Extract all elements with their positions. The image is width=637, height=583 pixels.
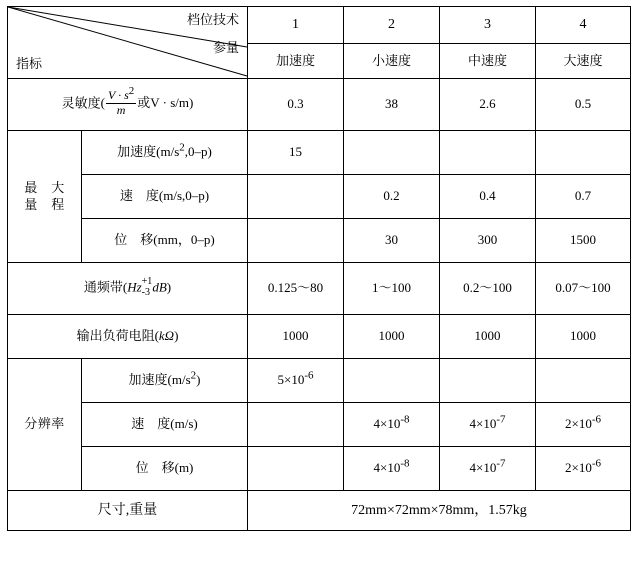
gear-number-2: 2 bbox=[344, 7, 440, 44]
passband-unit-hz: Hz bbox=[127, 279, 142, 295]
row-label-resolution-velocity: 速 度(m/s) bbox=[82, 403, 248, 447]
fraction-numerator: V · s bbox=[107, 88, 129, 103]
cell-maxrange-vel-3: 0.4 bbox=[440, 175, 536, 219]
res-acc-exp: 2 bbox=[190, 370, 197, 383]
table-row bbox=[8, 175, 631, 219]
cell-maxrange-acc-1: 15 bbox=[248, 131, 344, 175]
cell-resolution-vel-3 bbox=[440, 403, 536, 447]
cell-maxrange-disp-3: 300 bbox=[440, 219, 536, 263]
table-row bbox=[8, 447, 631, 491]
cell-maxrange-disp-2: 30 bbox=[344, 219, 440, 263]
cell-maxrange-acc-3 bbox=[440, 131, 536, 175]
passband-tolerance-lower: -3 bbox=[141, 286, 151, 298]
cell-resolution-vel-2 bbox=[344, 403, 440, 447]
specification-table bbox=[7, 6, 631, 531]
cell-size-weight-value: 72mm×72mm×78mm，1.57kg bbox=[248, 491, 631, 531]
gear-number-4: 4 bbox=[536, 7, 631, 44]
value-base: 4×10 bbox=[469, 460, 497, 476]
cell-resolution-acc-3 bbox=[440, 359, 536, 403]
cell-resolution-disp-2 bbox=[344, 447, 440, 491]
cell-sensitivity-3: 2.6 bbox=[440, 79, 536, 131]
row-label-max-range-displacement: 位 移(mm，0–p) bbox=[82, 219, 248, 263]
value-exponent: -8 bbox=[400, 414, 410, 427]
cell-maxrange-disp-4: 1500 bbox=[536, 219, 631, 263]
passband-tail: ) bbox=[166, 279, 172, 295]
cell-resolution-acc-1 bbox=[248, 359, 344, 403]
cell-maxrange-acc-4 bbox=[536, 131, 631, 175]
cell-sensitivity-1: 0.3 bbox=[248, 79, 344, 131]
max-range-acc-text: 加速度(m/s bbox=[117, 144, 180, 160]
cell-outputload-4: 1000 bbox=[536, 315, 631, 359]
value-base: 4×10 bbox=[373, 416, 401, 432]
cell-sensitivity-2: 38 bbox=[344, 79, 440, 131]
row-label-size-weight: 尺寸,重量 bbox=[8, 491, 248, 531]
gear-name-2: 小速度 bbox=[344, 44, 440, 79]
cell-maxrange-vel-1 bbox=[248, 175, 344, 219]
passband-unit-db: dB bbox=[152, 279, 167, 295]
fraction-denominator: m bbox=[116, 103, 126, 117]
sensitivity-label-text: 灵敏度 bbox=[61, 95, 101, 111]
table-header-row-numbers bbox=[8, 7, 631, 44]
cell-resolution-vel-4 bbox=[536, 403, 631, 447]
output-load-unit: kΩ bbox=[158, 328, 175, 344]
cell-passband-2: 1～100 bbox=[344, 263, 440, 315]
value-exponent: -6 bbox=[591, 414, 601, 427]
corner-label-technology: 档位技术 bbox=[186, 12, 239, 27]
value-base: 4×10 bbox=[373, 460, 401, 476]
corner-label-parameter: 参量 bbox=[212, 39, 239, 55]
cell-passband-4: 0.07～100 bbox=[536, 263, 631, 315]
value-base: 2×10 bbox=[564, 416, 592, 432]
table-row bbox=[8, 491, 631, 531]
passband-tolerance bbox=[142, 277, 153, 298]
group-label-max-range bbox=[8, 131, 82, 263]
cell-sensitivity-4: 0.5 bbox=[536, 79, 631, 131]
cell-resolution-vel-1 bbox=[248, 403, 344, 447]
gear-name-1: 加速度 bbox=[248, 44, 344, 79]
output-load-tail: ) bbox=[174, 328, 179, 344]
gear-name-4: 大速度 bbox=[536, 44, 631, 79]
fraction-v-s2-over-m bbox=[106, 85, 136, 118]
table-row bbox=[8, 131, 631, 175]
max-range-acc-tail: ,0–p) bbox=[184, 144, 212, 160]
sensitivity-unit-alt: 或V · s/m bbox=[137, 95, 190, 111]
corner-label-index: 指标 bbox=[16, 55, 43, 71]
row-label-max-range-velocity: 速 度(m/s,0–p) bbox=[82, 175, 248, 219]
row-label-resolution-acceleration bbox=[82, 359, 248, 403]
gear-name-3: 中速度 bbox=[440, 44, 536, 79]
table-row bbox=[8, 263, 631, 315]
cell-maxrange-disp-1 bbox=[248, 219, 344, 263]
table-row bbox=[8, 359, 631, 403]
cell-maxrange-vel-4: 0.7 bbox=[536, 175, 631, 219]
cell-resolution-disp-4 bbox=[536, 447, 631, 491]
row-label-max-range-acceleration bbox=[82, 131, 248, 175]
cell-outputload-1: 1000 bbox=[248, 315, 344, 359]
max-range-acc-exp: 2 bbox=[179, 142, 185, 155]
cell-resolution-acc-4 bbox=[536, 359, 631, 403]
row-label-passband bbox=[8, 263, 248, 315]
value-exponent: -7 bbox=[496, 414, 506, 427]
table-row bbox=[8, 219, 631, 263]
corner-header-cell bbox=[8, 7, 248, 79]
group-label-resolution: 分辨率 bbox=[8, 359, 82, 491]
spec-table-sheet bbox=[0, 6, 637, 583]
gear-number-3: 3 bbox=[440, 7, 536, 44]
value-base: 2×10 bbox=[564, 460, 592, 476]
cell-outputload-3: 1000 bbox=[440, 315, 536, 359]
value-exponent: -6 bbox=[591, 458, 601, 471]
cell-outputload-2: 1000 bbox=[344, 315, 440, 359]
sensitivity-unit: ( $\frac{V \cdot s2}{m}$ 或V · s/m) bbox=[100, 85, 194, 117]
value-exponent: -6 bbox=[304, 370, 314, 383]
value-base: 4×10 bbox=[469, 416, 497, 432]
passband-tolerance-upper: +1 bbox=[141, 276, 153, 287]
cell-resolution-disp-3 bbox=[440, 447, 536, 491]
value-base: 5×10 bbox=[277, 372, 305, 388]
row-label-sensitivity bbox=[8, 79, 248, 131]
group-label-max-range-line1: 最 大 bbox=[24, 180, 65, 196]
gear-number-1: 1 bbox=[248, 7, 344, 44]
group-label-max-range-line2: 量 程 bbox=[24, 196, 65, 212]
cell-passband-1: 0.125～80 bbox=[248, 263, 344, 315]
output-load-text: 输出负荷电阻( bbox=[76, 328, 159, 344]
table-row bbox=[8, 79, 631, 131]
passband-text: 通频带( bbox=[83, 279, 128, 295]
cell-resolution-disp-1 bbox=[248, 447, 344, 491]
table-row bbox=[8, 315, 631, 359]
value-exponent: -8 bbox=[400, 458, 410, 471]
table-row bbox=[8, 403, 631, 447]
cell-maxrange-vel-2: 0.2 bbox=[344, 175, 440, 219]
cell-passband-3: 0.2～100 bbox=[440, 263, 536, 315]
value-exponent: -7 bbox=[496, 458, 506, 471]
row-label-resolution-displacement: 位 移(m) bbox=[82, 447, 248, 491]
fraction-numerator-exp: 2 bbox=[128, 85, 135, 98]
res-acc-text: 加速度(m/s bbox=[128, 372, 191, 388]
cell-resolution-acc-2 bbox=[344, 359, 440, 403]
cell-maxrange-acc-2 bbox=[344, 131, 440, 175]
res-acc-tail: ) bbox=[196, 372, 201, 388]
row-label-output-load-resistance bbox=[8, 315, 248, 359]
